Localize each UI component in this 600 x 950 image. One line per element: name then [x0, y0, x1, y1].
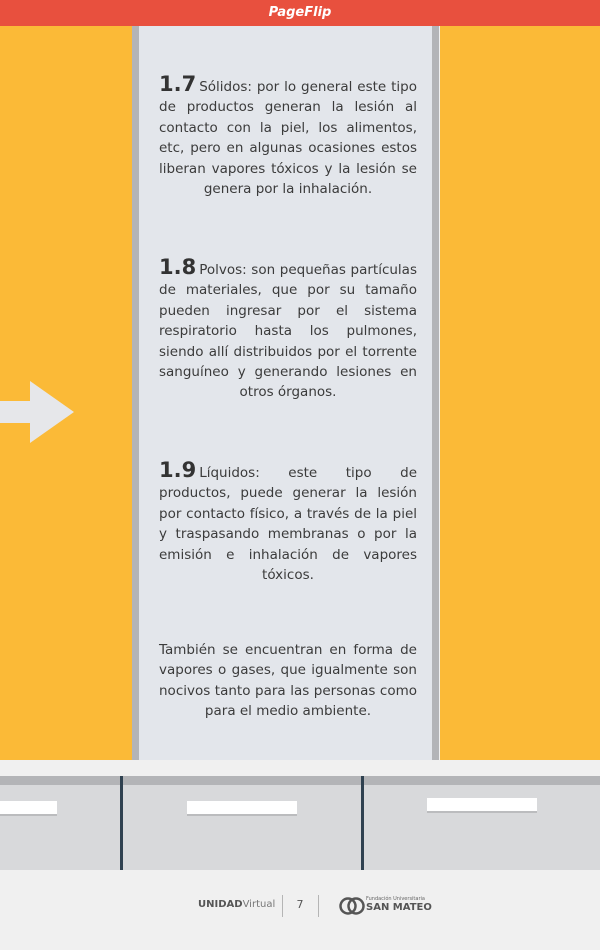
unidad-virtual-logo: [198, 899, 275, 910]
shelf-post: [120, 776, 123, 870]
right-panel: [440, 26, 600, 760]
section-1-9: [159, 460, 417, 585]
closing-text: También se encuentran en forma de vapores o gases, que igualmente son nocivos tanto para las personas como para el medio ambiente.: [159, 642, 417, 720]
section-number: 1.9: [159, 458, 197, 482]
top-bar: [0, 0, 600, 26]
shelf-post: [361, 776, 364, 870]
brand-light: Virtual: [242, 899, 276, 910]
section-text: Sólidos: por lo general este tipo de productos generan la lesión al contacto con la piel, los alimentos, etc, pero en algunas ocasiones estos liberan vapores tóxicos y la lesión se genera por la inhalación.: [159, 79, 417, 198]
section-number: 1.7: [159, 72, 197, 96]
institution-label: Fundación Universitaria: [366, 896, 425, 902]
page-number: 7: [296, 898, 304, 911]
section-1-8: [159, 257, 417, 403]
shelf-rail: [0, 776, 600, 785]
arrow-head[interactable]: [30, 381, 74, 443]
section-number: 1.8: [159, 255, 197, 279]
institution-name: SAN MATEO: [366, 902, 432, 913]
footer-divider: [318, 895, 319, 917]
san-mateo-logo-icon: [339, 895, 365, 917]
app-title: PageFlip: [268, 5, 332, 20]
brand-bold: UNIDAD: [198, 899, 243, 910]
section-1-7: [159, 74, 417, 199]
footer-divider: [282, 895, 283, 917]
shelf-label: [427, 798, 537, 811]
closing-paragraph: [159, 640, 417, 722]
section-text: Líquidos: este tipo de productos, puede generar la lesión por contacto físico, a través de la piel y traspasando membranas o por la emisión e inhalación de vapores tóxicos.: [159, 465, 417, 584]
shelf-label: [187, 801, 297, 814]
shelf-label: [0, 801, 57, 814]
right-divider: [432, 26, 439, 760]
section-text: Polvos: son pequeñas partículas de materiales, que por su tamaño pueden ingresar por el sistema respiratorio hasta los pulmones, siendo allí distribuidos por el torrente sanguíneo y generando lesiones en otros órganos.: [159, 262, 417, 401]
left-divider: [132, 26, 139, 760]
